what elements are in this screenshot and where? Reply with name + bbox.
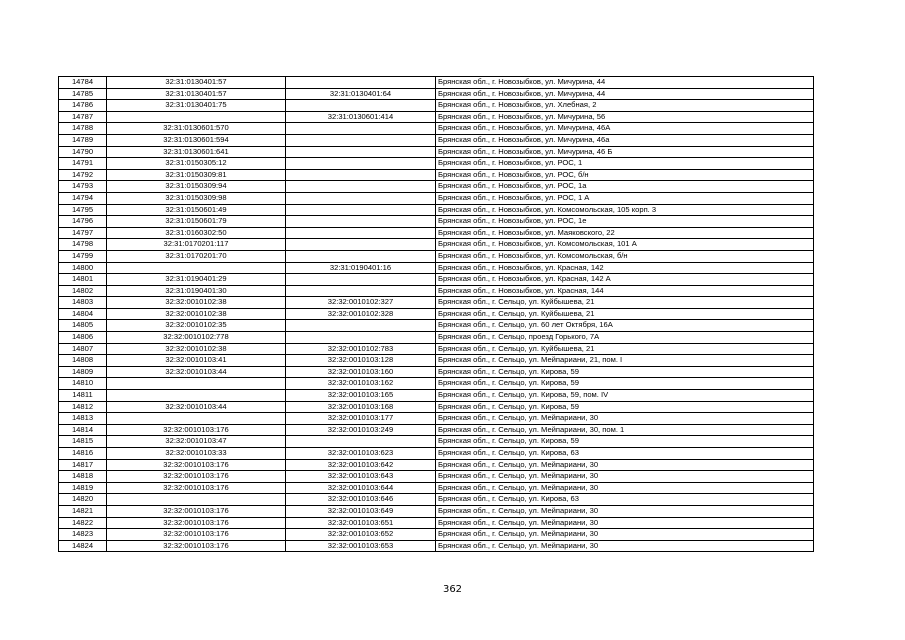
address-cell: Брянская обл., г. Новозыбков, ул. РОС, 1а (436, 181, 814, 193)
table-row (59, 262, 814, 274)
row-number-cell: 14803 (59, 297, 107, 309)
address-cell: Брянская обл., г. Новозыбков, ул. Маяковского, 22 (436, 227, 814, 239)
object-number-cell: 32:32:0010103:646 (286, 494, 436, 506)
address-cell: Брянская обл., г. Сельцо, ул. Мейпариани, 30 (436, 517, 814, 529)
address-cell: Брянская обл., г. Новозыбков, ул. Комсомольская, 105 корп. 3 (436, 204, 814, 216)
object-number-cell (286, 216, 436, 228)
land-parcel-number-cell: 32:32:0010103:176 (107, 471, 286, 483)
address-cell: Брянская обл., г. Сельцо, проезд Горького, 7А (436, 332, 814, 344)
land-parcel-number-cell: 32:32:0010103:44 (107, 366, 286, 378)
row-number-cell: 14815 (59, 436, 107, 448)
address-cell: Брянская обл., г. Сельцо, ул. Кирова, 59 (436, 366, 814, 378)
row-number-cell: 14793 (59, 181, 107, 193)
address-cell: Брянская обл., г. Сельцо, ул. Куйбышева, 21 (436, 343, 814, 355)
land-parcel-number-cell: 32:31:0150601:79 (107, 216, 286, 228)
address-cell: Брянская обл., г. Новозыбков, ул. РОС, 1 А (436, 192, 814, 204)
table-row (59, 308, 814, 320)
row-number-cell: 14789 (59, 134, 107, 146)
table-row (59, 123, 814, 135)
object-number-cell: 32:31:0130401:64 (286, 88, 436, 100)
address-cell: Брянская обл., г. Новозыбков, ул. Мичурина, 44 (436, 88, 814, 100)
row-number-cell: 14784 (59, 77, 107, 89)
object-number-cell (286, 100, 436, 112)
row-number-cell: 14811 (59, 390, 107, 402)
row-number-cell: 14790 (59, 146, 107, 158)
land-parcel-number-cell: 32:31:0150309:98 (107, 192, 286, 204)
address-cell: Брянская обл., г. Сельцо, ул. Мейпариани, 30 (436, 482, 814, 494)
object-number-cell (286, 332, 436, 344)
object-number-cell: 32:32:0010102:783 (286, 343, 436, 355)
row-number-cell: 14813 (59, 413, 107, 425)
row-number-cell: 14792 (59, 169, 107, 181)
object-number-cell (286, 227, 436, 239)
address-cell: Брянская обл., г. Сельцо, ул. Мейпариани, 30 (436, 459, 814, 471)
row-number-cell: 14797 (59, 227, 107, 239)
land-parcel-number-cell: 32:31:0130601:641 (107, 146, 286, 158)
row-number-cell: 14799 (59, 250, 107, 262)
land-parcel-number-cell: 32:32:0010103:176 (107, 540, 286, 552)
table-row (59, 227, 814, 239)
object-number-cell: 32:32:0010103:651 (286, 517, 436, 529)
row-number-cell: 14810 (59, 378, 107, 390)
land-parcel-number-cell: 32:31:0130401:57 (107, 88, 286, 100)
table-row (59, 332, 814, 344)
object-number-cell: 32:32:0010102:327 (286, 297, 436, 309)
row-number-cell: 14806 (59, 332, 107, 344)
land-parcel-number-cell: 32:32:0010103:176 (107, 424, 286, 436)
address-cell: Брянская обл., г. Сельцо, ул. Кирова, 59, пом. IV (436, 390, 814, 402)
table-row (59, 343, 814, 355)
object-number-cell (286, 158, 436, 170)
row-number-cell: 14817 (59, 459, 107, 471)
object-number-cell: 32:32:0010103:643 (286, 471, 436, 483)
row-number-cell: 14818 (59, 471, 107, 483)
table-row (59, 320, 814, 332)
table-row (59, 181, 814, 193)
row-number-cell: 14798 (59, 239, 107, 251)
table-row (59, 204, 814, 216)
row-number-cell: 14805 (59, 320, 107, 332)
row-number-cell: 14794 (59, 192, 107, 204)
address-cell: Брянская обл., г. Сельцо, ул. Мейпариани, 30, пом. 1 (436, 424, 814, 436)
table-row (59, 390, 814, 402)
cadastral-records-table (58, 76, 814, 552)
table-row (59, 285, 814, 297)
land-parcel-number-cell (107, 390, 286, 402)
table-row (59, 378, 814, 390)
row-number-cell: 14802 (59, 285, 107, 297)
row-number-cell: 14820 (59, 494, 107, 506)
address-cell: Брянская обл., г. Новозыбков, ул. Мичурина, 46а (436, 134, 814, 146)
object-number-cell: 32:31:0130601:414 (286, 111, 436, 123)
land-parcel-number-cell: 32:32:0010102:38 (107, 343, 286, 355)
row-number-cell: 14785 (59, 88, 107, 100)
address-cell: Брянская обл., г. Новозыбков, ул. Мичурина, 56 (436, 111, 814, 123)
table-row (59, 355, 814, 367)
table-row (59, 459, 814, 471)
table-row (59, 424, 814, 436)
table-row (59, 366, 814, 378)
land-parcel-number-cell: 32:32:0010103:41 (107, 355, 286, 367)
address-cell: Брянская обл., г. Сельцо, ул. Куйбышева, 21 (436, 308, 814, 320)
row-number-cell: 14814 (59, 424, 107, 436)
page-number: 362 (442, 584, 463, 595)
land-parcel-number-cell: 32:32:0010103:47 (107, 436, 286, 448)
table-row (59, 401, 814, 413)
land-parcel-number-cell: 32:31:0150601:49 (107, 204, 286, 216)
address-cell: Брянская обл., г. Новозыбков, ул. Мичурина, 44 (436, 77, 814, 89)
row-number-cell: 14809 (59, 366, 107, 378)
land-parcel-number-cell: 32:31:0190401:30 (107, 285, 286, 297)
row-number-cell: 14823 (59, 529, 107, 541)
table-row (59, 297, 814, 309)
land-parcel-number-cell: 32:32:0010103:176 (107, 505, 286, 517)
land-parcel-number-cell: 32:31:0160302:50 (107, 227, 286, 239)
address-cell: Брянская обл., г. Сельцо, ул. Куйбышева, 21 (436, 297, 814, 309)
address-cell: Брянская обл., г. Новозыбков, ул. Хлебная, 2 (436, 100, 814, 112)
land-parcel-number-cell: 32:32:0010102:38 (107, 308, 286, 320)
row-number-cell: 14816 (59, 448, 107, 460)
object-number-cell: 32:32:0010103:649 (286, 505, 436, 517)
land-parcel-number-cell: 32:31:0130401:75 (107, 100, 286, 112)
object-number-cell (286, 204, 436, 216)
table-row (59, 517, 814, 529)
table-row (59, 158, 814, 170)
row-number-cell: 14788 (59, 123, 107, 135)
table-body (59, 77, 814, 552)
row-number-cell: 14808 (59, 355, 107, 367)
land-parcel-number-cell: 32:31:0150309:94 (107, 181, 286, 193)
object-number-cell: 32:32:0010103:623 (286, 448, 436, 460)
table-row (59, 77, 814, 89)
address-cell: Брянская обл., г. Сельцо, ул. Мейпариани, 21, пом. I (436, 355, 814, 367)
row-number-cell: 14822 (59, 517, 107, 529)
table-row (59, 482, 814, 494)
table-row (59, 88, 814, 100)
object-number-cell: 32:32:0010103:652 (286, 529, 436, 541)
object-number-cell (286, 436, 436, 448)
object-number-cell: 32:32:0010103:165 (286, 390, 436, 402)
object-number-cell: 32:32:0010102:328 (286, 308, 436, 320)
address-cell: Брянская обл., г. Новозыбков, ул. РОС, б/н (436, 169, 814, 181)
address-cell: Брянская обл., г. Сельцо, ул. Мейпариани, 30 (436, 471, 814, 483)
table-row (59, 146, 814, 158)
object-number-cell (286, 181, 436, 193)
object-number-cell: 32:32:0010103:128 (286, 355, 436, 367)
land-parcel-number-cell (107, 262, 286, 274)
object-number-cell (286, 123, 436, 135)
address-cell: Брянская обл., г. Новозыбков, ул. Мичурина, 46А (436, 123, 814, 135)
land-parcel-number-cell: 32:32:0010103:44 (107, 401, 286, 413)
table-row (59, 471, 814, 483)
table-row (59, 169, 814, 181)
land-parcel-number-cell: 32:32:0010103:176 (107, 529, 286, 541)
row-number-cell: 14801 (59, 274, 107, 286)
land-parcel-number-cell: 32:32:0010102:38 (107, 297, 286, 309)
address-cell: Брянская обл., г. Сельцо, ул. Мейпариани, 30 (436, 540, 814, 552)
row-number-cell: 14804 (59, 308, 107, 320)
land-parcel-number-cell: 32:31:0130601:570 (107, 123, 286, 135)
object-number-cell: 32:31:0190401:16 (286, 262, 436, 274)
row-number-cell: 14795 (59, 204, 107, 216)
row-number-cell: 14807 (59, 343, 107, 355)
address-cell: Брянская обл., г. Сельцо, ул. 60 лет Октября, 16А (436, 320, 814, 332)
address-cell: Брянская обл., г. Сельцо, ул. Кирова, 59 (436, 378, 814, 390)
object-number-cell: 32:32:0010103:653 (286, 540, 436, 552)
object-number-cell: 32:32:0010103:160 (286, 366, 436, 378)
table-row (59, 134, 814, 146)
object-number-cell: 32:32:0010103:644 (286, 482, 436, 494)
table-row (59, 192, 814, 204)
object-number-cell: 32:32:0010103:642 (286, 459, 436, 471)
table-row (59, 413, 814, 425)
land-parcel-number-cell (107, 378, 286, 390)
object-number-cell: 32:32:0010103:177 (286, 413, 436, 425)
land-parcel-number-cell: 32:31:0130401:57 (107, 77, 286, 89)
land-parcel-number-cell: 32:32:0010103:176 (107, 482, 286, 494)
land-parcel-number-cell: 32:32:0010103:33 (107, 448, 286, 460)
land-parcel-number-cell: 32:32:0010102:778 (107, 332, 286, 344)
object-number-cell: 32:32:0010103:168 (286, 401, 436, 413)
land-parcel-number-cell: 32:31:0150309:81 (107, 169, 286, 181)
object-number-cell (286, 274, 436, 286)
land-parcel-number-cell: 32:32:0010102:35 (107, 320, 286, 332)
object-number-cell (286, 239, 436, 251)
address-cell: Брянская обл., г. Новозыбков, ул. Красная, 142 А (436, 274, 814, 286)
address-cell: Брянская обл., г. Сельцо, ул. Кирова, 63 (436, 448, 814, 460)
object-number-cell (286, 192, 436, 204)
table-row (59, 250, 814, 262)
address-cell: Брянская обл., г. Новозыбков, ул. Комсомольская, 101 А (436, 239, 814, 251)
table-row (59, 448, 814, 460)
address-cell: Брянская обл., г. Новозыбков, ул. Красная, 144 (436, 285, 814, 297)
land-parcel-number-cell: 32:31:0190401:29 (107, 274, 286, 286)
address-cell: Брянская обл., г. Новозыбков, ул. Красная, 142 (436, 262, 814, 274)
row-number-cell: 14800 (59, 262, 107, 274)
table-row (59, 111, 814, 123)
row-number-cell: 14821 (59, 505, 107, 517)
table-row (59, 239, 814, 251)
object-number-cell: 32:32:0010103:249 (286, 424, 436, 436)
table-row (59, 505, 814, 517)
table-row (59, 529, 814, 541)
address-cell: Брянская обл., г. Сельцо, ул. Мейпариани, 30 (436, 505, 814, 517)
land-parcel-number-cell: 32:31:0150305:12 (107, 158, 286, 170)
address-cell: Брянская обл., г. Сельцо, ул. Мейпариани, 30 (436, 413, 814, 425)
object-number-cell (286, 250, 436, 262)
address-cell: Брянская обл., г. Сельцо, ул. Кирова, 59 (436, 401, 814, 413)
object-number-cell (286, 146, 436, 158)
row-number-cell: 14791 (59, 158, 107, 170)
land-parcel-number-cell: 32:31:0170201:117 (107, 239, 286, 251)
land-parcel-number-cell (107, 494, 286, 506)
row-number-cell: 14824 (59, 540, 107, 552)
address-cell: Брянская обл., г. Новозыбков, ул. РОС, 1 (436, 158, 814, 170)
address-cell: Брянская обл., г. Новозыбков, ул. РОС, 1е (436, 216, 814, 228)
land-parcel-number-cell: 32:31:0130601:594 (107, 134, 286, 146)
table-row (59, 540, 814, 552)
address-cell: Брянская обл., г. Сельцо, ул. Кирова, 59 (436, 436, 814, 448)
table-row (59, 274, 814, 286)
table-row (59, 216, 814, 228)
row-number-cell: 14787 (59, 111, 107, 123)
land-parcel-number-cell: 32:32:0010103:176 (107, 517, 286, 529)
object-number-cell (286, 169, 436, 181)
table-row (59, 436, 814, 448)
address-cell: Брянская обл., г. Сельцо, ул. Кирова, 63 (436, 494, 814, 506)
object-number-cell: 32:32:0010103:162 (286, 378, 436, 390)
row-number-cell: 14786 (59, 100, 107, 112)
object-number-cell (286, 134, 436, 146)
object-number-cell (286, 77, 436, 89)
address-cell: Брянская обл., г. Новозыбков, ул. Мичурина, 46 Б (436, 146, 814, 158)
table-row (59, 494, 814, 506)
row-number-cell: 14796 (59, 216, 107, 228)
land-parcel-number-cell: 32:32:0010103:176 (107, 459, 286, 471)
table-row (59, 100, 814, 112)
row-number-cell: 14812 (59, 401, 107, 413)
row-number-cell: 14819 (59, 482, 107, 494)
land-parcel-number-cell (107, 111, 286, 123)
address-cell: Брянская обл., г. Сельцо, ул. Мейпариани, 30 (436, 529, 814, 541)
land-parcel-number-cell (107, 413, 286, 425)
land-parcel-number-cell: 32:31:0170201:70 (107, 250, 286, 262)
object-number-cell (286, 285, 436, 297)
object-number-cell (286, 320, 436, 332)
address-cell: Брянская обл., г. Новозыбков, ул. Комсомольская, б/н (436, 250, 814, 262)
